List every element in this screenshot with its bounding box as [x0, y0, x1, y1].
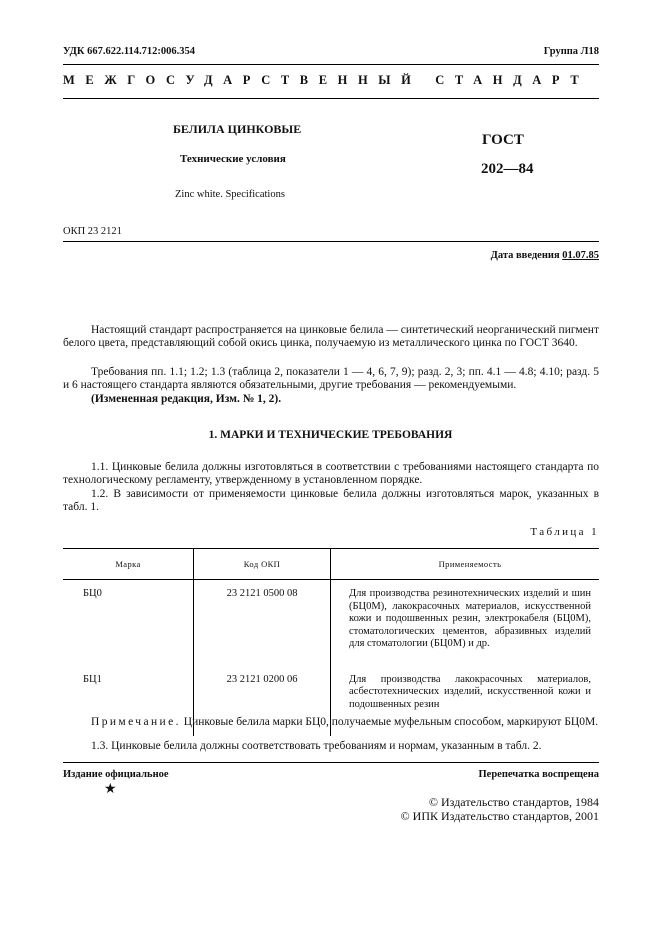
amendment-note: (Измененная редакция, Изм. № 1, 2).: [91, 393, 282, 405]
document-subtitle: Технические условия: [180, 153, 286, 165]
intro-paragraph-scope: Настоящий стандарт распространяется на цинковые белила — синтетический неорганический пигмент белого цвета, представляющий собой окись цинка, получаемую из металлического цинка по ГОСТ 3640.: [63, 324, 599, 349]
table-caption: Таблица 1: [530, 526, 599, 538]
gost-number: 202—84: [481, 161, 534, 177]
copyright-2001: © ИПК Издательство стандартов, 2001: [400, 809, 599, 823]
intro-date-value: 01.07.85: [562, 250, 599, 261]
header-rule-top: [63, 64, 599, 65]
cell-okp-code: 23 2121 0500 08: [194, 580, 331, 674]
english-title: Zinc white. Specifications: [175, 189, 285, 200]
group-code: Группа Л18: [543, 46, 599, 57]
official-edition: Издание официальное: [63, 769, 169, 780]
intro-date-label: Дата введения: [490, 250, 560, 261]
clause-1-3: 1.3. Цинковые белила должны соответствовать требованиям и нормам, указанным в табл. 2.: [91, 740, 542, 752]
clause-1-2: 1.2. В зависимости от применяемости цинковые белила должны изготовляться марок, указанных в табл. 1.: [63, 488, 599, 513]
reprint-notice: Перепечатка воспрещена: [478, 769, 599, 780]
note-label: Примечание.: [91, 716, 181, 728]
header-rule-bottom: [63, 98, 599, 99]
cell-mark: БЦ1: [63, 674, 194, 737]
copyright-1984: © Издательство стандартов, 1984: [428, 795, 599, 809]
interstate-standard-banner: МЕЖГОСУДАРСТВЕННЫЙ СТАНДАРТ: [63, 73, 590, 87]
table-row: [63, 580, 599, 674]
document-title: БЕЛИЛА ЦИНКОВЫЕ: [173, 122, 302, 136]
column-header-okp-code: Код ОКП: [194, 549, 331, 580]
intro-date: [491, 250, 599, 261]
clause-1-1: 1.1. Цинковые белила должны изготовляться в соответствии с требованиями настоящего стандарта по технологическому регламенту, утвержденному в установленном порядке.: [63, 461, 599, 486]
marks-table: [63, 548, 599, 736]
cell-application: Для производства лакокрасочных материалов, асбестотехнических изделий, искусственной кожи и подошвенных резин: [349, 673, 591, 710]
cell-mark: БЦ0: [63, 580, 194, 674]
intro-paragraph-requirements: Требования пп. 1.1; 1.2; 1.3 (таблица 2, показатели 1 — 4, 6, 7, 9); разд. 2, 3; пп. 4.1 — 4.8; 4.10; разд. 5 и 6 настоящего стандарта являются обязательными, другие требования — рекомендуемыми.: [63, 366, 599, 391]
udk-code: УДК 667.622.114.712:006.354: [63, 46, 196, 57]
okp-code: ОКП 23 2121: [63, 226, 122, 237]
column-header-mark: Марка: [63, 549, 194, 580]
footer-rule: [63, 762, 599, 763]
column-header-application: Применяемость: [331, 549, 600, 580]
title-rule: [63, 241, 599, 242]
star-icon: ★: [104, 782, 117, 797]
table-note: [91, 716, 599, 729]
section-heading: 1. МАРКИ И ТЕХНИЧЕСКИЕ ТРЕБОВАНИЯ: [208, 429, 453, 441]
gost-label: ГОСТ: [482, 132, 524, 148]
note-text: Цинковые белила марки БЦ0, получаемые муфельным способом, маркируют БЦ0М.: [183, 716, 599, 728]
cell-okp-code: 23 2121 0200 06: [194, 674, 331, 737]
cell-application: Для производства резинотехнических изделий и шин (БЦ0М), лакокрасочных материалов, искусственной кожи и подошвенных резин, электрокабеля (БЦ0М), стоматологических цементов, абразивных изделий для стоматологии (БЦ0М) и др.: [349, 588, 591, 649]
table-header-row: [63, 549, 599, 580]
